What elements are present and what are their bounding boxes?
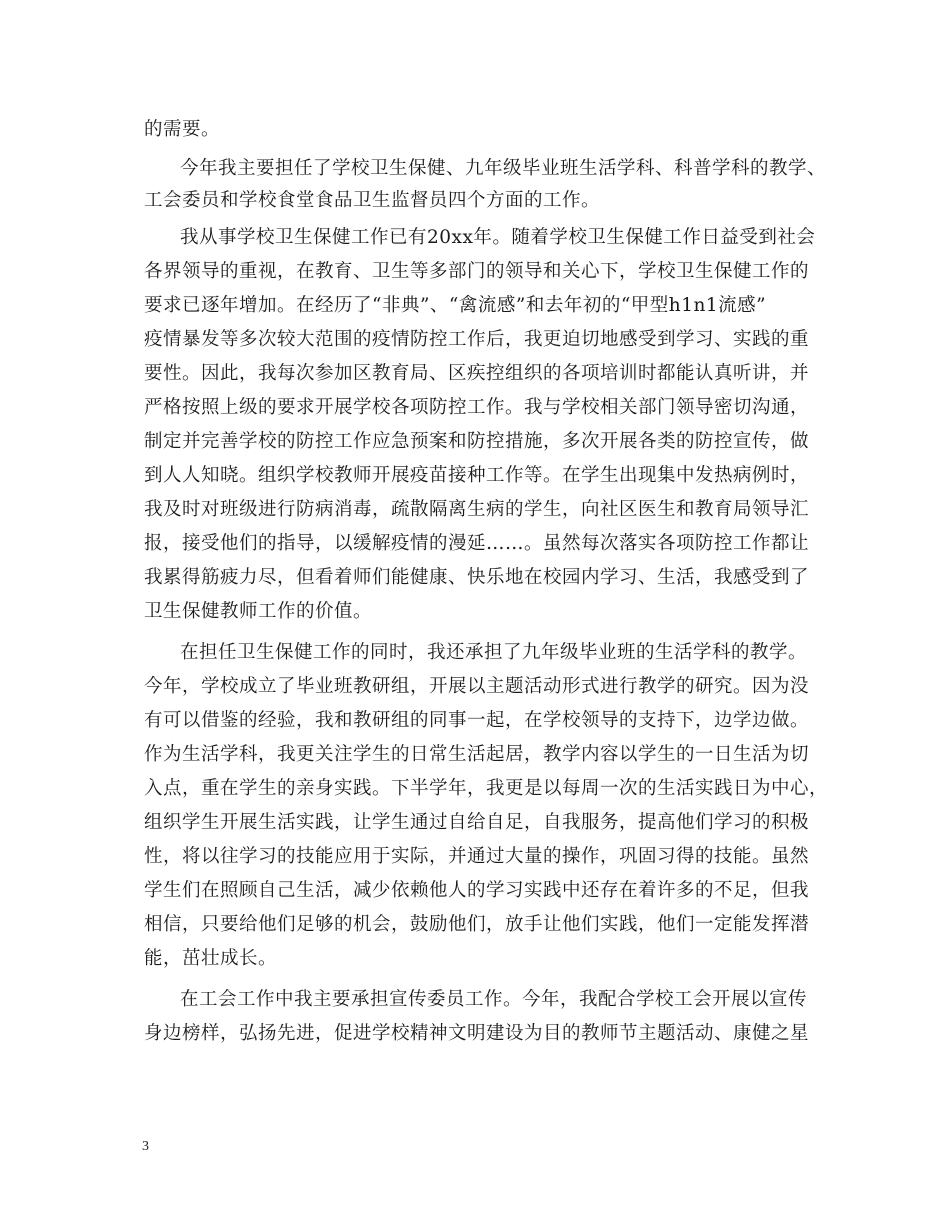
text-line: 组织学生开展生活实践，让学生通过自给自足，自我服务，提高他们学习的积极	[144, 812, 810, 833]
paragraph-start: 我从事学校卫生保健工作已有20xx年。随着学校卫生保健工作日益受到社会	[180, 227, 816, 248]
text-line: 我累得筋疲力尽，但看着师们能健康、快乐地在校园内学习、生活，我感受到了	[144, 567, 810, 588]
text-line: 我及时对班级进行防病消毒，疏散隔离生病的学生，向社区医生和教育局领导汇	[144, 499, 810, 520]
text-line: 制定并完善学校的防控工作应急预案和防控措施，多次开展各类的防控宣传，做	[144, 431, 810, 452]
text-line: 的需要。	[144, 119, 221, 140]
text-line: 各界领导的重视，在教育、卫生等多部门的领导和关心下，学校卫生保健工作的	[144, 261, 810, 282]
text-line: 入点，重在学生的亲身实践。下半学年，我更是以每周一次的生活实践日为中心，	[144, 778, 829, 799]
paragraph-start: 今年我主要担任了学校卫生保健、九年级毕业班生活学科、科普学科的教学、	[180, 158, 827, 179]
text-line: 疫情暴发等多次较大范围的疫情防控工作后，我更迫切地感受到学习、实践的重	[144, 329, 810, 350]
paragraph-start: 在担任卫生保健工作的同时，我还承担了九年级毕业班的生活学科的教学。	[180, 642, 808, 663]
text-line: 要性。因此，我每次参加区教育局、区疾控组织的各项培训时都能认真听讲，并	[144, 363, 810, 384]
text-line: 工会委员和学校食堂食品卫生监督员四个方面的工作。	[144, 190, 601, 211]
text-line: 相信，只要给他们足够的机会，鼓励他们，放手让他们实践，他们一定能发挥潜	[144, 914, 810, 935]
text-line: 要求已逐年增加。在经历了“非典”、“禽流感”和去年初的“甲型h1n1流感”	[144, 295, 767, 316]
text-line: 今年，学校成立了毕业班教研组，开展以主题活动形式进行教学的研究。因为没	[144, 676, 810, 697]
text-line: 能，茁壮成长。	[144, 948, 278, 969]
paragraph-start: 在工会工作中我主要承担宣传委员工作。今年，我配合学校工会开展以宣传	[180, 989, 808, 1010]
page-number: 3	[142, 1139, 149, 1154]
text-line: 到人人知晓。组织学校教师开展疫苗接种工作等。在学生出现集中发热病例时，	[144, 465, 810, 486]
text-line: 身边榜样，弘扬先进，促进学校精神文明建设为目的教师节主题活动、康健之星	[144, 1023, 810, 1044]
text-line: 卫生保健教师工作的价值。	[144, 601, 373, 622]
text-line: 学生们在照顾自己生活，减少依赖他人的学习实践中还存在着许多的不足，但我	[144, 880, 810, 901]
text-line: 作为生活学科，我更关注学生的日常生活起居，教学内容以学生的一日生活为切	[144, 744, 810, 765]
text-line: 报，接受他们的指导，以缓解疫情的漫延……。虽然每次落实各项防控工作都让	[144, 533, 810, 554]
text-line: 严格按照上级的要求开展学校各项防控工作。我与学校相关部门领导密切沟通，	[144, 397, 810, 418]
text-line: 有可以借鉴的经验，我和教研组的同事一起，在学校领导的支持下，边学边做。	[144, 710, 810, 731]
text-line: 性，将以往学习的技能应用于实际，并通过大量的操作，巩固习得的技能。虽然	[144, 846, 810, 867]
